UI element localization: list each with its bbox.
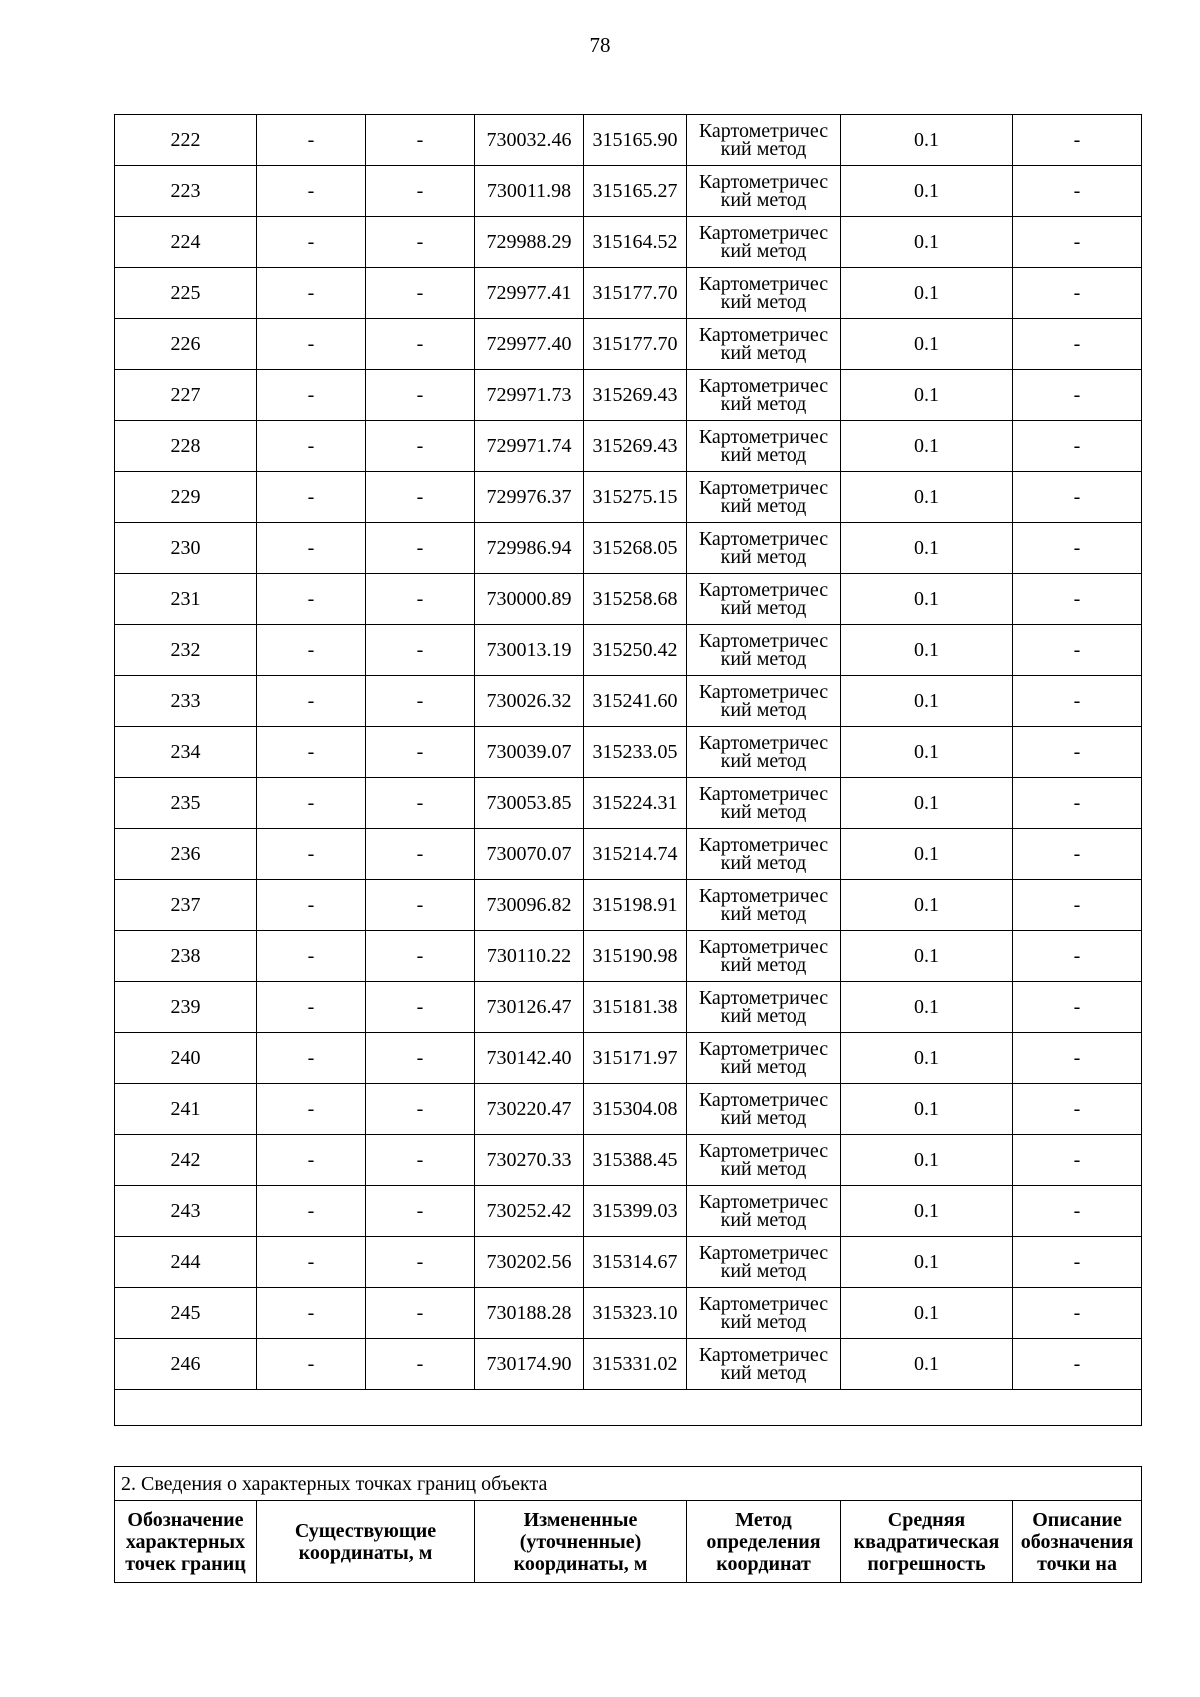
cell-existing-x: - [257,319,366,370]
cell-point: 232 [115,625,257,676]
cell-x: 729977.41 [475,268,584,319]
cell-error: 0.1 [841,166,1013,217]
cell-y: 315224.31 [584,778,687,829]
cell-point: 223 [115,166,257,217]
cell-x: 730220.47 [475,1084,584,1135]
cell-error: 0.1 [841,1288,1013,1339]
cell-x: 730026.32 [475,676,584,727]
cell-method: Картометричес кий метод [687,1135,841,1186]
cell-point: 229 [115,472,257,523]
cell-method: Картометричес кий метод [687,574,841,625]
cell-existing-y: - [366,829,475,880]
cell-error: 0.1 [841,778,1013,829]
cell-x: 730126.47 [475,982,584,1033]
cell-error: 0.1 [841,574,1013,625]
cell-method: Картометричес кий метод [687,1339,841,1390]
cell-error: 0.1 [841,319,1013,370]
cell-method: Картометричес кий метод [687,370,841,421]
cell-existing-y: - [366,421,475,472]
cell-x: 729976.37 [475,472,584,523]
cell-y: 315181.38 [584,982,687,1033]
cell-method: Картометричес кий метод [687,727,841,778]
cell-error: 0.1 [841,421,1013,472]
cell-y: 315304.08 [584,1084,687,1135]
cell-existing-x: - [257,1237,366,1288]
table-row [115,880,1142,931]
cell-description: - [1013,421,1142,472]
cell-error: 0.1 [841,880,1013,931]
cell-description: - [1013,166,1142,217]
header-changed-coords: Измененные (уточненные) координаты, м [475,1501,687,1583]
cell-x: 730013.19 [475,625,584,676]
table-row [115,268,1142,319]
cell-error: 0.1 [841,1084,1013,1135]
cell-method: Картометричес кий метод [687,523,841,574]
cell-y: 315269.43 [584,421,687,472]
cell-x: 729971.74 [475,421,584,472]
cell-x: 730032.46 [475,115,584,166]
cell-description: - [1013,829,1142,880]
cell-method: Картометричес кий метод [687,472,841,523]
cell-existing-x: - [257,1186,366,1237]
cell-existing-y: - [366,166,475,217]
cell-description: - [1013,1339,1142,1390]
cell-existing-y: - [366,319,475,370]
cell-method: Картометричес кий метод [687,319,841,370]
cell-description: - [1013,1084,1142,1135]
section2-table [114,1466,1142,1583]
cell-x: 729988.29 [475,217,584,268]
cell-x: 729986.94 [475,523,584,574]
cell-method: Картометричес кий метод [687,268,841,319]
cell-description: - [1013,1288,1142,1339]
cell-method: Картометричес кий метод [687,778,841,829]
cell-error: 0.1 [841,727,1013,778]
cell-description: - [1013,472,1142,523]
table-row [115,931,1142,982]
cell-description: - [1013,268,1142,319]
table-row [115,319,1142,370]
cell-error: 0.1 [841,625,1013,676]
cell-point: 227 [115,370,257,421]
cell-existing-x: - [257,472,366,523]
cell-existing-y: - [366,370,475,421]
cell-x: 730110.22 [475,931,584,982]
header-method: Метод определения координат [687,1501,841,1583]
section2-title: 2. Сведения о характерных точках границ объекта [115,1467,1142,1501]
cell-error: 0.1 [841,370,1013,421]
cell-method: Картометричес кий метод [687,625,841,676]
cell-x: 730188.28 [475,1288,584,1339]
cell-point: 245 [115,1288,257,1339]
cell-error: 0.1 [841,1135,1013,1186]
cell-existing-y: - [366,472,475,523]
cell-description: - [1013,676,1142,727]
cell-method: Картометричес кий метод [687,1084,841,1135]
empty-cell [115,1390,1142,1426]
section2-title-row [115,1467,1142,1501]
cell-point: 242 [115,1135,257,1186]
cell-existing-x: - [257,115,366,166]
cell-description: - [1013,1237,1142,1288]
cell-existing-x: - [257,421,366,472]
cell-y: 315331.02 [584,1339,687,1390]
cell-method: Картометричес кий метод [687,421,841,472]
cell-x: 730252.42 [475,1186,584,1237]
table-row [115,778,1142,829]
cell-y: 315250.42 [584,625,687,676]
cell-existing-x: - [257,931,366,982]
cell-existing-x: - [257,880,366,931]
section2-header-row [115,1501,1142,1583]
cell-point: 243 [115,1186,257,1237]
table-row [115,982,1142,1033]
cell-point: 231 [115,574,257,625]
cell-existing-y: - [366,1339,475,1390]
cell-method: Картометричес кий метод [687,982,841,1033]
cell-point: 225 [115,268,257,319]
cell-x: 730053.85 [475,778,584,829]
cell-method: Картометричес кий метод [687,880,841,931]
cell-point: 234 [115,727,257,778]
cell-existing-x: - [257,625,366,676]
cell-existing-y: - [366,1135,475,1186]
header-mean-error: Средняя квадратическая погрешность [841,1501,1013,1583]
cell-description: - [1013,1135,1142,1186]
cell-description: - [1013,625,1142,676]
cell-y: 315241.60 [584,676,687,727]
header-point-designation: Обозначение характерных точек границ [115,1501,257,1583]
table-row [115,1237,1142,1288]
table-row [115,1186,1142,1237]
table-row [115,421,1142,472]
cell-description: - [1013,982,1142,1033]
cell-existing-y: - [366,880,475,931]
cell-existing-y: - [366,931,475,982]
cell-y: 315165.90 [584,115,687,166]
cell-x: 729971.73 [475,370,584,421]
cell-existing-y: - [366,778,475,829]
cell-method: Картометричес кий метод [687,217,841,268]
empty-row [115,1390,1142,1426]
header-existing-coords: Существующие координаты, м [257,1501,475,1583]
cell-existing-y: - [366,217,475,268]
table-row [115,1339,1142,1390]
cell-existing-x: - [257,1339,366,1390]
cell-point: 246 [115,1339,257,1390]
cell-existing-x: - [257,166,366,217]
table-row [115,1084,1142,1135]
cell-existing-y: - [366,1186,475,1237]
cell-error: 0.1 [841,931,1013,982]
cell-method: Картометричес кий метод [687,166,841,217]
cell-y: 315214.74 [584,829,687,880]
cell-error: 0.1 [841,523,1013,574]
table-row [115,523,1142,574]
cell-point: 228 [115,421,257,472]
cell-existing-x: - [257,676,366,727]
table-row [115,1033,1142,1084]
cell-description: - [1013,1186,1142,1237]
table-row [115,115,1142,166]
cell-y: 315314.67 [584,1237,687,1288]
cell-error: 0.1 [841,1237,1013,1288]
cell-existing-y: - [366,1084,475,1135]
cell-existing-y: - [366,676,475,727]
cell-error: 0.1 [841,268,1013,319]
cell-error: 0.1 [841,1339,1013,1390]
table-row [115,1135,1142,1186]
cell-point: 239 [115,982,257,1033]
cell-y: 315233.05 [584,727,687,778]
cell-existing-x: - [257,982,366,1033]
cell-error: 0.1 [841,676,1013,727]
cell-existing-y: - [366,268,475,319]
cell-error: 0.1 [841,1033,1013,1084]
cell-y: 315269.43 [584,370,687,421]
cell-existing-y: - [366,625,475,676]
cell-method: Картометричес кий метод [687,1237,841,1288]
cell-existing-x: - [257,1084,366,1135]
cell-y: 315177.70 [584,268,687,319]
cell-description: - [1013,727,1142,778]
coordinates-table [114,114,1142,1426]
cell-description: - [1013,319,1142,370]
cell-x: 730142.40 [475,1033,584,1084]
cell-y: 315258.68 [584,574,687,625]
cell-point: 233 [115,676,257,727]
cell-existing-x: - [257,1135,366,1186]
cell-x: 730270.33 [475,1135,584,1186]
table-row [115,370,1142,421]
cell-x: 730000.89 [475,574,584,625]
cell-existing-y: - [366,115,475,166]
cell-description: - [1013,115,1142,166]
page-number: 78 [589,33,611,57]
table-row [115,625,1142,676]
cell-existing-y: - [366,574,475,625]
cell-x: 730202.56 [475,1237,584,1288]
cell-existing-y: - [366,1288,475,1339]
cell-x: 730174.90 [475,1339,584,1390]
cell-error: 0.1 [841,1186,1013,1237]
table-row [115,166,1142,217]
cell-description: - [1013,370,1142,421]
table-row [115,727,1142,778]
cell-method: Картометричес кий метод [687,1288,841,1339]
cell-existing-x: - [257,217,366,268]
cell-existing-y: - [366,727,475,778]
cell-error: 0.1 [841,829,1013,880]
cell-method: Картометричес кий метод [687,931,841,982]
cell-existing-y: - [366,523,475,574]
cell-point: 226 [115,319,257,370]
cell-y: 315275.15 [584,472,687,523]
cell-method: Картометричес кий метод [687,1186,841,1237]
cell-existing-y: - [366,1237,475,1288]
cell-description: - [1013,931,1142,982]
cell-error: 0.1 [841,472,1013,523]
table-row [115,829,1142,880]
cell-y: 315171.97 [584,1033,687,1084]
cell-y: 315388.45 [584,1135,687,1186]
cell-y: 315198.91 [584,880,687,931]
cell-existing-y: - [366,982,475,1033]
cell-point: 241 [115,1084,257,1135]
cell-method: Картометричес кий метод [687,1033,841,1084]
cell-point: 240 [115,1033,257,1084]
cell-point: 244 [115,1237,257,1288]
header-description: Описание обозначения точки на [1013,1501,1142,1583]
cell-x: 730070.07 [475,829,584,880]
cell-point: 236 [115,829,257,880]
cell-description: - [1013,1033,1142,1084]
cell-method: Картометричес кий метод [687,829,841,880]
cell-x: 730039.07 [475,727,584,778]
cell-y: 315164.52 [584,217,687,268]
cell-point: 222 [115,115,257,166]
table-row [115,574,1142,625]
table-row [115,1288,1142,1339]
cell-description: - [1013,217,1142,268]
cell-method: Картометричес кий метод [687,115,841,166]
cell-point: 238 [115,931,257,982]
cell-existing-x: - [257,370,366,421]
cell-description: - [1013,880,1142,931]
cell-point: 224 [115,217,257,268]
cell-existing-x: - [257,778,366,829]
cell-description: - [1013,778,1142,829]
cell-y: 315177.70 [584,319,687,370]
cell-error: 0.1 [841,217,1013,268]
cell-existing-x: - [257,523,366,574]
coordinates-table-body [115,115,1142,1426]
cell-y: 315165.27 [584,166,687,217]
cell-existing-x: - [257,574,366,625]
cell-error: 0.1 [841,115,1013,166]
cell-error: 0.1 [841,982,1013,1033]
table-row [115,217,1142,268]
cell-point: 235 [115,778,257,829]
cell-x: 730096.82 [475,880,584,931]
cell-y: 315399.03 [584,1186,687,1237]
cell-existing-y: - [366,1033,475,1084]
cell-method: Картометричес кий метод [687,676,841,727]
table-row [115,472,1142,523]
cell-point: 230 [115,523,257,574]
cell-existing-x: - [257,268,366,319]
cell-x: 729977.40 [475,319,584,370]
table-row [115,676,1142,727]
cell-y: 315323.10 [584,1288,687,1339]
cell-y: 315190.98 [584,931,687,982]
cell-y: 315268.05 [584,523,687,574]
cell-existing-x: - [257,1033,366,1084]
cell-existing-x: - [257,727,366,778]
cell-description: - [1013,574,1142,625]
cell-x: 730011.98 [475,166,584,217]
cell-existing-x: - [257,1288,366,1339]
cell-existing-x: - [257,829,366,880]
cell-description: - [1013,523,1142,574]
cell-point: 237 [115,880,257,931]
